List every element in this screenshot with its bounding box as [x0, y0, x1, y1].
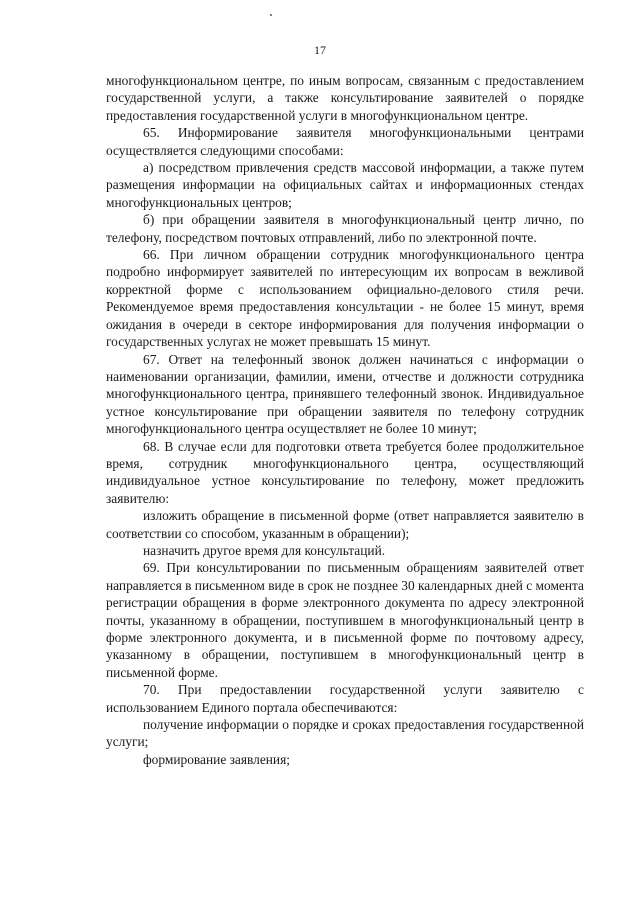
scan-dot: [270, 14, 272, 16]
paragraph-68-option-2: назначить другое время для консультаций.: [143, 542, 386, 558]
paragraph-65: 65. Информирование заявителя многофункциональными центрами осуществляется следующими способами:: [106, 125, 584, 158]
paragraph-68-option-1: изложить обращение в письменной форме (ответ направляется заявителю в соответствии со способом, указанным в обращении);: [106, 508, 584, 541]
paragraph-69: 69. При консультировании по письменным обращениям заявителей ответ направляется в письменном виде в срок не позднее 30 календарных дней с момента регистрации обращения в форме электронного документа по адресу электронной почты, указанному в обращении, поступившем в многофункциональный центр в форме электронного документа, и в письменной форме по почтовому адресу, указанному в обращении, поступившем в многофункциональный центр в письменной форме.: [106, 560, 584, 680]
paragraph-70: 70. При предоставлении государственной услуги заявителю с использованием Единого портала обеспечиваются:: [106, 682, 584, 715]
paragraph-65-b: б) при обращении заявителя в многофункциональный центр лично, по телефону, посредством почтовых отправлений, либо по электронной почте.: [106, 212, 584, 245]
page-number: 17: [314, 43, 326, 57]
paragraph-70-item-2: формирование заявления;: [143, 751, 290, 767]
paragraph-70-item-1: получение информации о порядке и сроках предоставления государственной услуги;: [106, 717, 584, 750]
paragraph-68: 68. В случае если для подготовки ответа требуется более продолжительное время, сотрудник многофункционального центра, осуществляющий индивидуальное устное консультирование по телефону, может предложить заявителю:: [106, 438, 584, 506]
paragraph-66: 66. При личном обращении сотрудник многофункционального центра подробно информирует заявителей по интересующим их вопросам в вежливой корректной форме с использованием официально-делового стиля речи. Рекомендуемое время предоставления консультации - не более 15 минут, время ожидания в очереди в секторе информирования для получения информации о государственных услугах не может превышать 15 минут.: [106, 247, 584, 350]
paragraph-67: 67. Ответ на телефонный звонок должен начинаться с информации о наименовании организации, фамилии, имени, отчестве и должности сотрудника многофункционального центра, принявшего телефонный звонок. Индивидуальное устное консультирование при обращении заявителя по телефону сотрудник многофункционального центра осуществляет не более 10 минут;: [106, 351, 584, 437]
paragraph-65-a: а) посредством привлечения средств массовой информации, а также путем размещения информации на официальных сайтах и информационных стендах многофункциональных центров;: [106, 160, 584, 210]
paragraph-continuation: многофункциональном центре, по иным вопросам, связанным с предоставлением государственной услуги, а также консультирование заявителей о порядке предоставления государственной услуги в многофункциональном центре.: [106, 73, 584, 123]
body-text: [106, 72, 584, 768]
